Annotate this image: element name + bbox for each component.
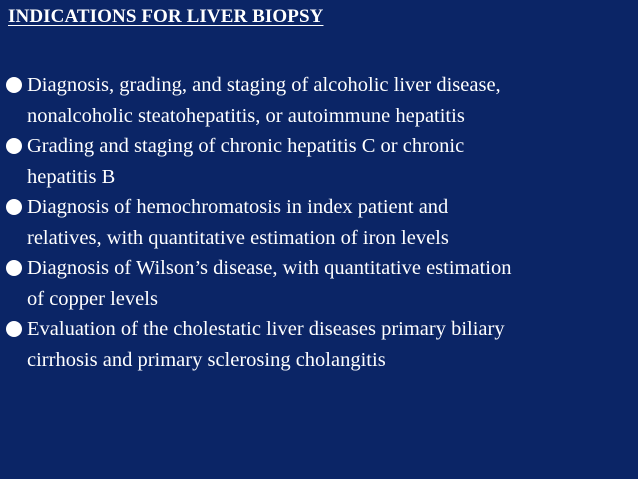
bullet-item <box>6 192 626 253</box>
bullet-dot-icon <box>6 260 22 276</box>
bullet-list <box>6 70 626 375</box>
bullet-line: relatives, with quantitative estimation of iron levels <box>27 226 449 249</box>
bullet-item <box>6 314 626 375</box>
bullet-line: Diagnosis of Wilson’s disease, with quantitative estimation <box>27 257 512 279</box>
slide-title: INDICATIONS FOR LIVER BIOPSY <box>8 6 324 27</box>
bullet-line: of copper levels <box>27 287 158 310</box>
bullet-line: Evaluation of the cholestatic liver diseases primary biliary <box>27 318 505 340</box>
bullet-line: hepatitis B <box>27 165 116 188</box>
bullet-dot-icon <box>6 138 22 154</box>
bullet-line: cirrhosis and primary sclerosing cholangitis <box>27 348 386 371</box>
bullet-line: Diagnosis, grading, and staging of alcoholic liver disease, <box>27 74 501 96</box>
bullet-item <box>6 253 626 314</box>
bullet-dot-icon <box>6 321 22 337</box>
bullet-item <box>6 131 626 192</box>
bullet-item <box>6 70 626 131</box>
bullet-line: nonalcoholic steatohepatitis, or autoimmune hepatitis <box>27 104 465 127</box>
bullet-dot-icon <box>6 199 22 215</box>
bullet-line: Diagnosis of hemochromatosis in index patient and <box>27 196 449 218</box>
bullet-dot-icon <box>6 77 22 93</box>
bullet-line: Grading and staging of chronic hepatitis C or chronic <box>27 135 465 157</box>
